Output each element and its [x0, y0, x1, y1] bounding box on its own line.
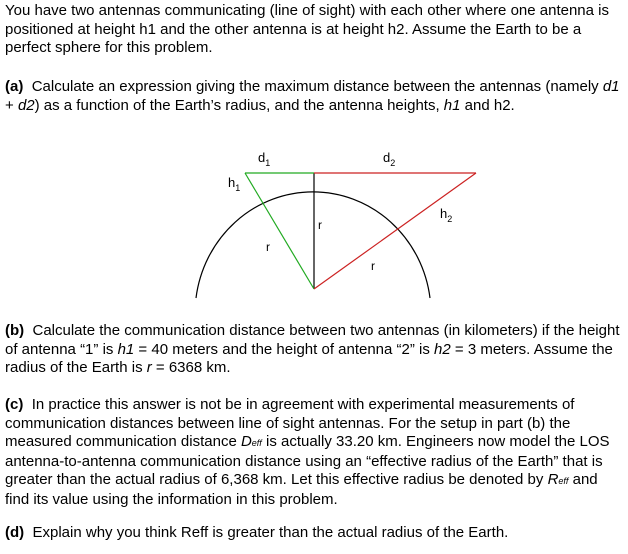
antenna2-radius-line: [314, 173, 476, 289]
part-c: (c) In practice this answer is not be in agreement with experimental measurements of communication distances between line of sight antennas. For the setup in part (b) the measured communication distance Deff is actually 33.20 km. Engineers now model the LOS antenna-to-antenna communication distance using an “effective radius of the Earth” that is greater than the actual radius of 6,368 km. Let this effective radius be denoted by Reff and find its value using the information in this problem.: [5, 396, 610, 508]
d2-label: $d_2$: [383, 150, 396, 168]
r-label-left: r: [266, 240, 270, 254]
d1-label: $d_1$: [258, 150, 271, 168]
part-d: (d) Explain why you think Reff is greater than the actual radius of the Earth.: [5, 524, 509, 541]
part-b-label: (b): [5, 322, 25, 339]
h2-label: $h_2$: [440, 206, 453, 224]
part-d-label: (d): [5, 524, 25, 541]
earth-arc: [196, 192, 430, 298]
part-a-label: (a): [5, 78, 24, 95]
part-c-label: (c): [5, 396, 24, 413]
r-label-center: r: [318, 218, 322, 232]
h1-label: $h_1$: [228, 175, 241, 193]
part-a: (a) Calculate an expression giving the maximum distance between the antennas (namely d1 + d2) as a function of the Earth’s radius, and the antenna heights, h1 and h2.: [5, 78, 620, 114]
problem-intro: You have two antennas communicating (line of sight) with each other where one antenna is positioned at height h1 and the other antenna is at height h2. Assume the Earth to be a perfect sphere for this problem.: [5, 2, 609, 56]
part-b: (b) Calculate the communication distance between two antennas (in kilometers) if the height of antenna “1” is h1 = 40 meters and the height of antenna “2” is h2 = 3 meters. Assume the radius of the Earth is r = 6368 km.: [5, 322, 620, 376]
earth-antenna-diagram: [0, 150, 628, 310]
antenna1-radius-line: [245, 173, 314, 289]
r-label-right: r: [371, 259, 375, 273]
